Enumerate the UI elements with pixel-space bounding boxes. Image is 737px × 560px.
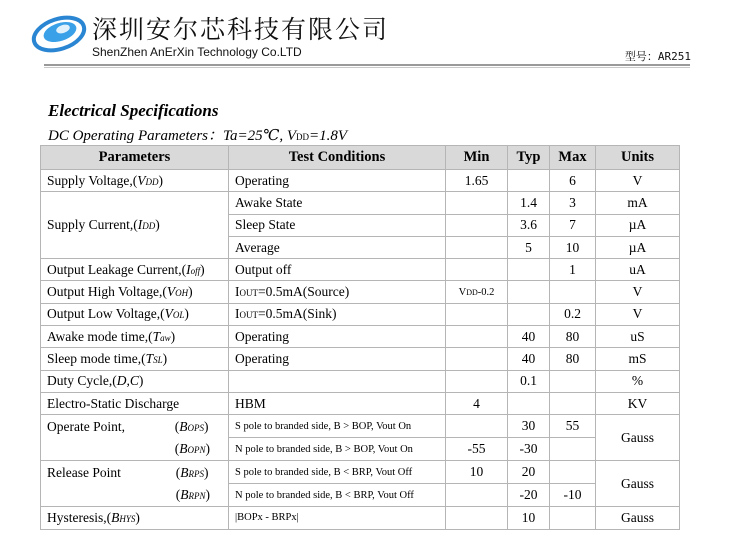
section-title: Electrical Specifications (48, 101, 219, 120)
max-cell: 6 (550, 170, 596, 192)
condition-cell: Sleep State (229, 214, 446, 236)
max-cell (550, 281, 596, 303)
min-cell: -55 (446, 438, 508, 461)
typ-cell: 5 (508, 236, 550, 258)
table-header-row (41, 146, 680, 170)
param-cell: Output Leakage Current,(Ioff) (41, 259, 229, 281)
param-cell: Hysteresis,(BHYS) (41, 507, 229, 529)
max-cell: 3 (550, 192, 596, 214)
condition-cell: Output off (229, 259, 446, 281)
typ-cell: 40 (508, 326, 550, 348)
typ-cell: 0.1 (508, 370, 550, 392)
condition-cell (229, 370, 446, 392)
max-cell: 0.2 (550, 303, 596, 325)
col-header-typ: Typ (508, 146, 550, 170)
condition-cell: Operating (229, 348, 446, 370)
min-cell: 10 (446, 461, 508, 484)
unit-cell: % (596, 370, 680, 392)
condition-cell: HBM (229, 392, 446, 414)
company-logo (30, 8, 88, 56)
table-row (41, 259, 680, 281)
param-cell: Output Low Voltage,(VOL) (41, 303, 229, 325)
max-cell (550, 507, 596, 529)
typ-cell: 20 (508, 461, 550, 484)
typ-cell: 3.6 (508, 214, 550, 236)
max-cell: 7 (550, 214, 596, 236)
min-cell (446, 370, 508, 392)
param-cell: Output High Voltage,(VOH) (41, 281, 229, 303)
electrical-spec-table (40, 145, 680, 530)
min-cell (446, 507, 508, 529)
typ-cell: -30 (508, 438, 550, 461)
min-cell: 1.65 (446, 170, 508, 192)
min-cell (446, 326, 508, 348)
company-name-cn: 深圳安尔芯科技有限公司 (92, 15, 390, 44)
col-header-units: Units (596, 146, 680, 170)
unit-cell: V (596, 303, 680, 325)
typ-cell (508, 281, 550, 303)
param-cell: Duty Cycle,(D,C) (41, 370, 229, 392)
unit-cell: mA (596, 192, 680, 214)
min-cell: 4 (446, 392, 508, 414)
min-cell (446, 303, 508, 325)
param-cell: Awake mode time,(Taw) (41, 326, 229, 348)
col-header-max: Max (550, 146, 596, 170)
col-header-parameters: Parameters (41, 146, 229, 170)
table-row (41, 348, 680, 370)
param-cell: Operate Point, (BOPS) (BOPN) (41, 415, 229, 461)
condition-cell: S pole to branded side, B < BRP, Vout Off (229, 461, 446, 484)
col-header-min: Min (446, 146, 508, 170)
table-row (41, 326, 680, 348)
unit-cell: Gauss (596, 507, 680, 529)
header-divider-thin (44, 67, 690, 68)
header-divider (44, 64, 690, 66)
unit-cell: µA (596, 214, 680, 236)
min-cell: VDD-0.2 (446, 281, 508, 303)
max-cell (550, 392, 596, 414)
max-cell (550, 461, 596, 484)
condition-cell: Awake State (229, 192, 446, 214)
table-row (41, 507, 680, 529)
condition-cell: IOUT=0.5mA(Sink) (229, 303, 446, 325)
min-cell (446, 348, 508, 370)
max-cell: -10 (550, 484, 596, 507)
unit-cell: V (596, 281, 680, 303)
max-cell: 80 (550, 326, 596, 348)
max-cell: 80 (550, 348, 596, 370)
table-row (41, 392, 680, 414)
condition-cell: Operating (229, 170, 446, 192)
unit-cell: µA (596, 236, 680, 258)
section-subtitle: DC Operating Parameters：Ta=25℃, VDD=1.8V (48, 128, 348, 144)
max-cell: 55 (550, 415, 596, 438)
unit-cell: mS (596, 348, 680, 370)
max-cell: 10 (550, 236, 596, 258)
min-cell (446, 192, 508, 214)
table-row (41, 192, 680, 214)
param-cell: Release Point (BRPS) (BRPN) (41, 461, 229, 507)
param-cell: Sleep mode time,(TSL) (41, 348, 229, 370)
table-row (41, 170, 680, 192)
condition-cell: Average (229, 236, 446, 258)
unit-cell: Gauss (596, 461, 680, 507)
unit-cell: V (596, 170, 680, 192)
table-row (41, 461, 680, 484)
table-row (41, 303, 680, 325)
condition-cell: Operating (229, 326, 446, 348)
unit-cell: uA (596, 259, 680, 281)
max-cell: 1 (550, 259, 596, 281)
typ-cell: 40 (508, 348, 550, 370)
model-label: 型号：AR251 (624, 50, 691, 63)
min-cell (446, 214, 508, 236)
typ-cell: -20 (508, 484, 550, 507)
typ-cell: 30 (508, 415, 550, 438)
table-row (41, 281, 680, 303)
typ-cell (508, 259, 550, 281)
typ-cell (508, 392, 550, 414)
company-name-en: ShenZhen AnErXin Technology Co.LTD (92, 45, 302, 59)
param-cell: Supply Voltage,(VDD) (41, 170, 229, 192)
param-cell: Supply Current,(IDD) (41, 192, 229, 259)
param-cell: Electro-Static Discharge (41, 392, 229, 414)
min-cell (446, 259, 508, 281)
typ-cell (508, 303, 550, 325)
unit-cell: Gauss (596, 415, 680, 461)
min-cell (446, 236, 508, 258)
typ-cell: 1.4 (508, 192, 550, 214)
condition-cell: N pole to branded side, B > BOP, Vout On (229, 438, 446, 461)
min-cell (446, 415, 508, 438)
condition-cell: S pole to branded side, B > BOP, Vout On (229, 415, 446, 438)
table-row (41, 370, 680, 392)
unit-cell: KV (596, 392, 680, 414)
max-cell (550, 438, 596, 461)
condition-cell: IOUT=0.5mA(Source) (229, 281, 446, 303)
max-cell (550, 370, 596, 392)
condition-cell: N pole to branded side, B < BRP, Vout Off (229, 484, 446, 507)
condition-cell: |BOPx - BRPx| (229, 507, 446, 529)
min-cell (446, 484, 508, 507)
unit-cell: uS (596, 326, 680, 348)
typ-cell (508, 170, 550, 192)
typ-cell: 10 (508, 507, 550, 529)
col-header-test-conditions: Test Conditions (229, 146, 446, 170)
table-row (41, 415, 680, 438)
